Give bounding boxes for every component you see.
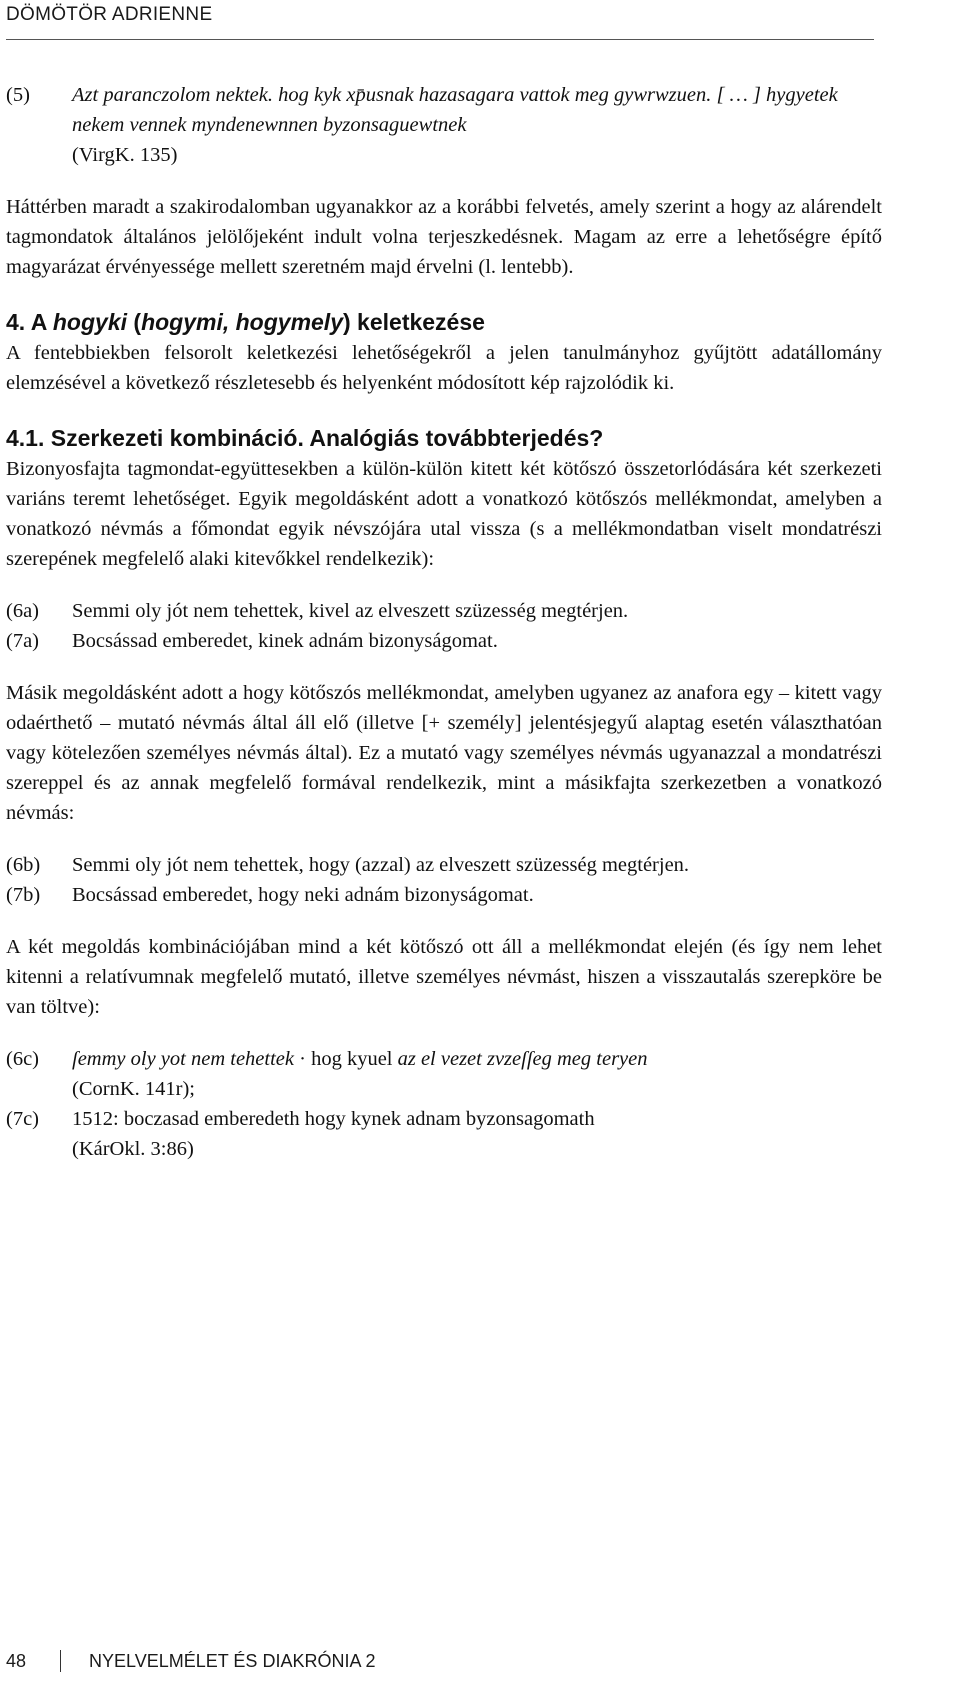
example-number: (6b) [6,854,41,876]
example-text: Semmi oly jót nem tehettek, hogy (azzal) az elveszett szüzesség megtérjen. [72,854,690,876]
example-text: Bocsássad emberedet, kinek adnám bizonyságomat. [72,630,498,652]
paragraph-5: A két megoldás kombinációjában mind a két kötőszó ott áll a mellékmondat elején (és így nem lehet kitenni a relatívumnak megfelelő mutató, illetve személyes névmást, hiszen a visszautalás szerepköre be van töltve): [6,936,882,1018]
journal-title: NYELVELMÉLET ÉS DIAKRÓNIA 2 [89,1650,376,1671]
header-rule [6,39,874,40]
example-5 [6,80,882,140]
example-dot: · [293,1048,312,1070]
article-body [6,80,882,1164]
example-6a [6,596,882,626]
example-plain: hog kyuel [311,1048,398,1070]
example-6c [6,1044,882,1074]
running-head: DÖMÖTÖR ADRIENNE [6,4,213,25]
example-text [72,1044,882,1074]
page-footer [6,1650,375,1672]
paragraph-4: Másik megoldásként adott a hogy kötőszós mellékmondat, amelyben ugyanez az anafora egy – kitett vagy odaérthető – mutató névmás által áll elő (illetve [+ személy] jelentésjegyű alaptag esetén választhatóan vagy kötelezően személyes névmás által). Ez a mutató vagy személyes névmás ugyanazzal a mondatrészi szereppel és az annak megfelelő formával rendelkezik, mint a másikfajta szerkezetben a vonatkozó névmás: [6,682,882,824]
section-4-italic-a: hogyki [52,309,127,335]
example-7b [6,880,882,910]
example-italic-b: az el vezet zvzeſſeg meg teryen [397,1048,648,1070]
example-number: (6c) [6,1048,40,1070]
paragraph-3: Bizonyosfajta tagmondat-együttesekben a külön-külön kitett két kötőszó összetorlódására két szerkezeti variáns teremt lehetőséget. Egyik megoldásként adott a vonatkozó kötőszós mellékmondat, amelyben a vonatkozó névmás a főmondat egyik névszójára utal vissza (s a mellékmondatban viselt mondatrészi szerepének megfelelő alaki kitevőkkel rendelkezik): [6,458,882,570]
section-heading-4 [6,306,882,338]
example-text: Bocsássad emberedet, hogy neki adnám bizonyságomat. [72,884,534,906]
example-6c-source: (CornK. 141r); [72,1078,195,1100]
example-text: Semmi oly jót nem tehettek, kivel az elveszett szüzesség megtérjen. [72,600,629,622]
example-text: 1512: boczasad emberedeth hogy kynek adnam byzonsagomath [72,1108,595,1130]
example-text [72,80,882,140]
paragraph-1: Háttérben maradt a szakirodalomban ugyanakkor az a korábbi felvetés, amely szerint a hogy az alárendelt tagmondatok általános jelölőjeként indult volna terjeszkedésnek. Magam az erre a lehetőségre építő magyarázat érvényessége mellett szeretném majd érvelni (l. lentebb). [6,196,882,278]
example-7a [6,626,882,656]
section-4-number: 4. A [6,309,53,335]
section-4-italic-b: hogymi, hogymely [141,309,343,335]
example-number: (7c) [6,1108,40,1130]
example-italic-text: Azt paranczolom nektek. hog kyk xp̄usnak hazasagara vattok meg gywrwzuen. [ … ] hygyetek nekem vennek myndenewnnen byzonsaguewtnek [72,84,838,136]
example-italic-a: ſemmy oly yot nem tehettek [72,1048,294,1070]
paragraph-2: A fentebbiekben felsorolt keletkezési lehetőségekről a jelen tanulmányhoz gyűjtött adatállomány elemzésével a következő részletesebb és helyenként módosított kép rajzolódik ki. [6,342,882,394]
section-4-paren: ( [127,309,142,335]
example-5-source: (VirgK. 135) [72,144,178,166]
example-6b [6,850,882,880]
example-number: (7a) [6,630,40,652]
example-number: (5) [6,84,30,106]
example-7c [6,1104,882,1134]
footer-separator [60,1650,61,1672]
example-7c-source: (KárOkl. 3:86) [72,1138,194,1160]
page-number: 48 [6,1650,27,1671]
example-number: (7b) [6,884,41,906]
example-number: (6a) [6,600,40,622]
section-4-tail: ) keletkezése [343,309,485,335]
section-heading-4-1: 4.1. Szerkezeti kombináció. Analógiás továbbterjedés? [6,425,604,451]
